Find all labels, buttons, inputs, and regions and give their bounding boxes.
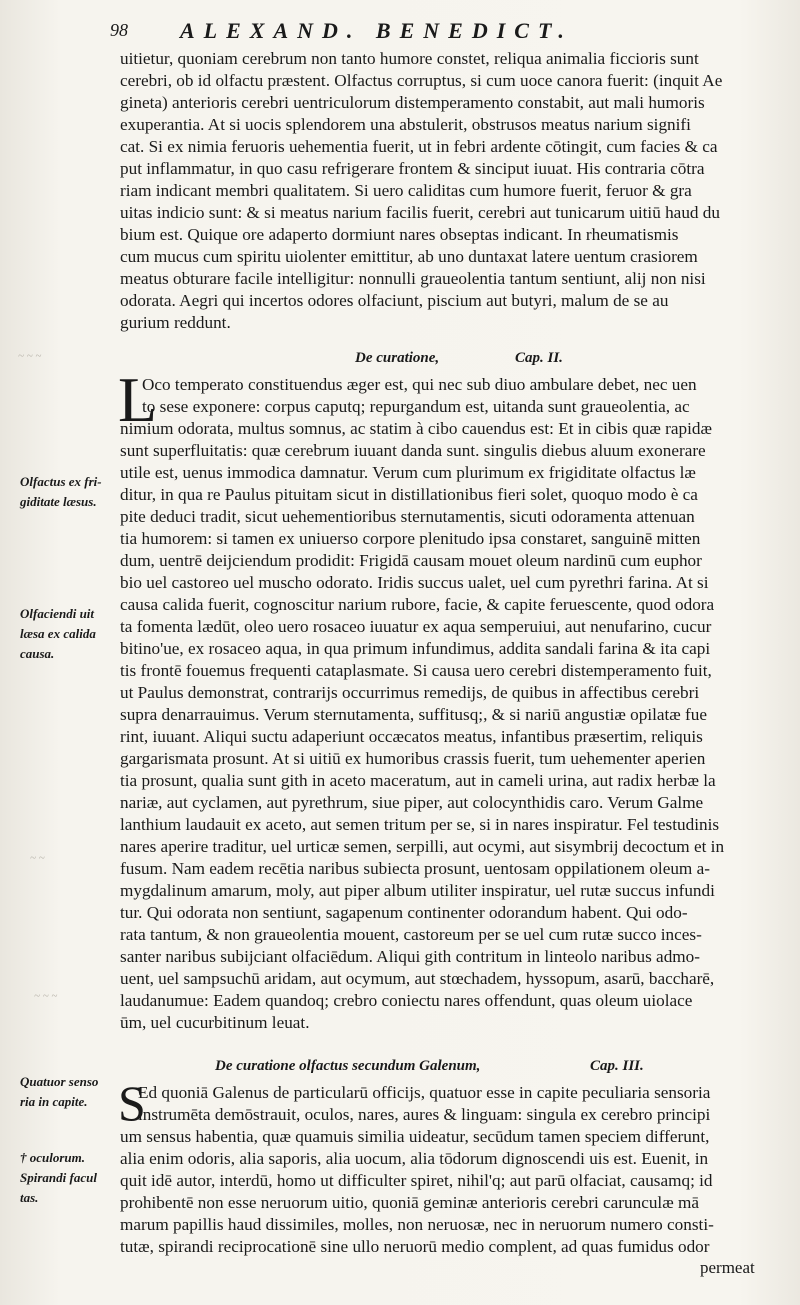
text-line: prohibentē non esse neruorum uitio, quoniā geminæ anterioris cerebri carunculæ mā [120, 1193, 699, 1212]
text-line: tia humorem: si tamen ex uniuerso corpore plenitudo ipsa constaret, sanguinē mitten [120, 529, 701, 548]
text-line: cum mucus cum spiritu uiolenter emittitur, ab uno duntaxat latere uentum crasiorem [120, 247, 698, 266]
bleed-through-mark: ~ ~ ~ [18, 350, 42, 362]
text-line: utile est, uenus immodica damnatur. Verum cum plurimum ex frigiditate olfactus læ [120, 463, 696, 482]
bleed-through-mark: ~ ~ ~ [34, 990, 58, 1002]
text-line: exuperantia. At si uocis splendorem una abstulerit, obstrusos meatus narium signifi [120, 115, 691, 134]
text-line: tis frontē fouemus frequenti cataplasmate. Si causa uero cerebri distemperamento fuit, [120, 661, 712, 680]
text-line: dum, uentrē deijciendum prodidit: Frigidā causam mouet oleum nardinū cum euphor [120, 551, 702, 570]
text-line: rata tantum, & non graueolentia mouent, castoreum per se uel cum rutæ succo inces- [120, 925, 702, 944]
margin-note-line: giditate læsus. [20, 494, 97, 509]
text-line: mygdalinum amarum, moly, aut piper album utiliter inspiratur, uel rutæ succus infundi [120, 881, 715, 900]
margin-note [20, 604, 115, 664]
chapter-title: De curatione olfactus secundum Galenum, [215, 1058, 481, 1074]
text-line: cat. Si ex nimia feruoris uehementia fuerit, ut in febri ardente cōtingit, cum facies & ca [120, 137, 718, 156]
text-line: tur. Qui odorata non sentiunt, sagapenum continenter odorandum habent. Qui odo- [120, 903, 688, 922]
text-line: lanthium laudauit ex aceto, aut semen tritum per se, si in nares inspiratur. Fel testudinis [120, 815, 720, 834]
margin-note-line: Olfactus ex fri- [20, 474, 102, 489]
chapter-title: De curatione, [355, 350, 440, 366]
text-line: nares aperire traditur, uel urticæ semen, serpilli, aut ocymi, aut sisymbrij decoctum et in [120, 837, 725, 856]
text-line: um sensus habentia, quæ quamuis similia uideatur, secūdum tamen speciem differunt, [120, 1127, 710, 1146]
text-line: sunt superfluitatis: quæ cerebrum iuuant danda sunt. singulis diebus aluum exonerare [120, 441, 706, 460]
text-line: pite deduci tradit, sicut uehementioribus sternutamentis, sicuti odoramenta attenuan [120, 507, 695, 526]
margin-note [20, 1072, 115, 1112]
text-line: cerebri, ob id olfactu præstent. Olfactus corruptus, si cum uoce canora fuerit: (inquit Ae [120, 71, 723, 90]
margin-note-line: Spirandi facul [20, 1170, 97, 1185]
text-line: bio uel castoreo uel muscho odorato. Iridis succus ualet, uel cum pyrethri farina. At si [120, 573, 709, 592]
text-line: to sese exponere: corpus caputq; repurgandum est, uitanda sunt graueolentia, ac [142, 397, 690, 416]
text-line: nariæ, aut cyclamen, aut pyrethrum, siue piper, aut colocynthidis caro. Verum Galme [120, 793, 704, 812]
text-line: put inflammatur, in quo casu refrigerare frontem & sinciput iuuat. His contraria cōtra [120, 159, 705, 178]
text-line: fusum. Nam eadem recētia naribus subiecta prosunt, uentosam oppilationem oleum a- [120, 859, 710, 878]
text-line: rint, iuuant. Aliqui suctu adaperiunt occæcatos meatus, infantibus præsertim, reliquis [120, 727, 703, 746]
chapter-heading-3 [120, 1058, 780, 1080]
text-line: santer naribus subijciant olfaciēdum. Aliqui gith contritum in linteolo naribus admo- [120, 947, 700, 966]
margin-note [20, 1148, 115, 1208]
page-header [110, 18, 790, 46]
paragraph-block-2 [120, 374, 780, 1034]
text-line: odorata. Aegri qui incertos odores olfaciunt, piscium aut butyri, malum de se au [120, 291, 669, 310]
chapter-number: Cap. III. [590, 1058, 644, 1074]
text-line: quit idē autor, interdū, homo ut difficulter spiret, nihil'q; aut parū olfaciat, causamq; id [120, 1171, 713, 1190]
bleed-through-mark: ~ ~ [30, 852, 45, 864]
margin-note-line: Olfaciendi uit [20, 606, 95, 621]
text-line: causa calida fuerit, cognoscitur narium rubore, facie, & capite feruescente, quod odora [120, 595, 715, 614]
text-line: bium est. Quique ore adaperto dormiunt nares obseptas indicant. In rheumatismis [120, 225, 679, 244]
margin-note-line: Quatuor senso [20, 1074, 99, 1089]
drop-cap: L [118, 364, 158, 435]
text-line: tutæ, spirandi reciprocationē sine ullo neruorū medio complent, ad quas fumidus odor [120, 1237, 710, 1256]
margin-note-line: læsa ex calida [20, 626, 96, 641]
text-line: ditur, in qua re Paulus pituitam sicut in distillationibus fieri solet, quoquo modo è ca [120, 485, 698, 504]
text-line: uitietur, quoniam cerebrum non tanto humore constet, reliqua animalia ficcioris sunt [120, 49, 699, 68]
text-line: Oco temperato constituendus æger est, qui nec sub diuo ambulare debet, nec uen [142, 375, 697, 394]
paragraph-block-1 [120, 48, 780, 334]
text-line: gargarismata prosunt. At si uitiū ex humoribus crassis fuerit, tum uehementer aperien [120, 749, 706, 768]
text-line: instrumēta demōstrauit, oculos, nares, aures & linguam: singula ex cerebro principi [138, 1105, 711, 1124]
drop-cap: S [118, 1075, 146, 1131]
paragraph-block-3 [120, 1082, 780, 1258]
text-line: tia prosunt, qualia sunt gith in aceto maceratum, aut in cameli urina, aut radix herbæ la [120, 771, 716, 790]
margin-note-line: ria in capite. [20, 1094, 88, 1109]
margin-note-line: tas. [20, 1190, 39, 1205]
margin-note-line: causa. [20, 646, 55, 661]
text-line: alia enim odoris, alia saporis, alia uocum, alia tōdorum dignoscendi uis est. Euenit, in [120, 1149, 709, 1168]
text-line: uent, uel sampsuchū aridam, aut ocymum, aut stœchadem, hyssopum, asarū, baccharē, [120, 969, 715, 988]
text-line: nimium odorata, multus somnus, ac statim à cibo cauendus est: Et in cibis quæ rapidæ [120, 419, 712, 438]
running-title: ALEXAND. BENEDICT. [180, 18, 573, 43]
page-number: 98 [110, 20, 128, 40]
text-line: meatus obturare facile intelligitur: nonnulli graueolentia tantum sentiunt, alij non nisi [120, 269, 706, 288]
catchword: permeat [700, 1258, 755, 1277]
chapter-heading-2 [120, 350, 780, 372]
text-line: supra denarrauimus. Verum sternutamenta, suffitusq;, & si nariū angustiæ opilatæ fue [120, 705, 707, 724]
text-line: ūm, uel cucurbitinum leuat. [120, 1013, 310, 1032]
chapter-number: Cap. II. [515, 350, 563, 366]
text-line: riam indicant membri qualitatem. Si uero caliditas cum humore fuerit, feruor & gra [120, 181, 692, 200]
margin-note [20, 472, 115, 512]
text-line: gurium reddunt. [120, 313, 231, 332]
text-line: laudanumue: Eadem quandoq; crebro coniectu nares offendunt, quas oleum uiolace [120, 991, 693, 1010]
text-line: uitas indicio sunt: & si meatus narium facilis fuerit, cerebri aut tunicarum uitiū haud du [120, 203, 720, 222]
text-line: ta fomenta lædūt, oleo uero rosaceo iuuatur ex aqua semperuiui, aut nenufarino, cucur [120, 617, 712, 636]
text-line: marum papillis haud dissimiles, molles, non neruosæ, nec in neruorum numero consti- [120, 1215, 714, 1234]
margin-note-line: † oculorum. [20, 1150, 86, 1165]
text-line: gineta) anterioris cerebri uentriculorum distemperamento constabit, aut mali humoris [120, 93, 705, 112]
text-line: ut Paulus demonstrat, contrarijs occurrimus remedijs, de quibus in affectibus cerebri [120, 683, 700, 702]
text-line: bitino'ue, ex rosaceo aqua, in qua primum infundimus, addita sandali farina & ita capi [120, 639, 711, 658]
text-line: Ed quoniā Galenus de particularū officijs, quatuor esse in capite peculiaria sensoria [138, 1083, 711, 1102]
